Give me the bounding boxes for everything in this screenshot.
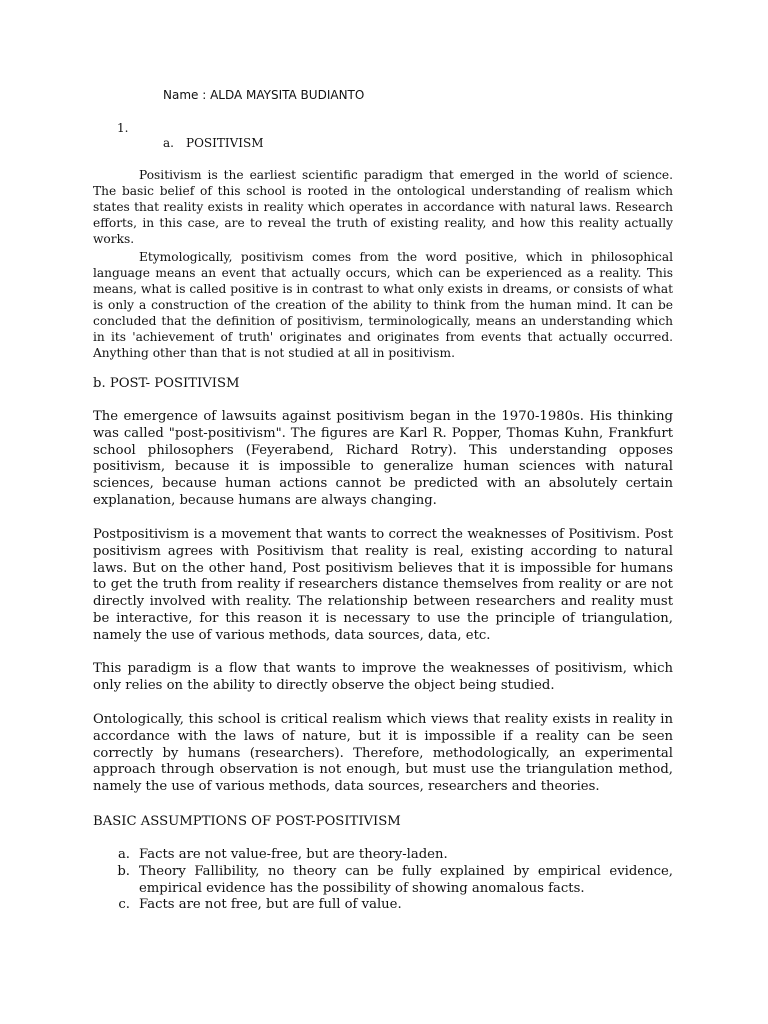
list-marker: c. — [118, 897, 130, 913]
list-item — [93, 864, 673, 898]
section-a-label: a. — [163, 136, 174, 150]
post-positivism-paragraph-1: The emergence of lawsuits against positivism began in the 1970-1980s. His thinking was called "post-positivism". The figures are Karl R. Popper, Thomas Kuhn, Frankfurt school philosophers (Feyerabend, Richard Rotry). This understanding opposes positivism, because it is impossible to generalize human sciences with natural sciences, because human actions cannot be predicted with an absolutely certain explanation, because humans are always changing. — [93, 409, 673, 508]
list-item — [93, 847, 673, 864]
list-item-text: Facts are not value-free, but are theory-laden. — [139, 847, 448, 862]
list-item-text: Facts are not free, but are full of value. — [139, 897, 402, 913]
assumptions-heading: BASIC ASSUMPTIONS OF POST-POSITIVISM — [93, 814, 401, 829]
section-a-heading — [163, 136, 264, 150]
section-a-title: POSITIVISM — [186, 136, 264, 150]
post-positivism-heading: b. POST- POSITIVISM — [93, 376, 240, 391]
post-positivism-paragraph-3: This paradigm is a flow that wants to improve the weaknesses of positivism, which only relies on the ability to directly observe the object being studied. — [93, 661, 673, 693]
assumptions-list — [93, 847, 673, 914]
positivism-paragraph-2: Etymologically, positivism comes from the word positive, which in philosophical language means an event that actually occurs, which can be experienced as a reality. This means, what is called positive is in contrast to what only exists in dreams, or consists of what is only a construction of the creation of the ability to think from the human mind. It can be concluded that the definition of positivism, terminologically, means an understanding which in its 'achievement of truth' originates and originates from events that actually occurred. Anything other than that is not studied at all in positivism. — [93, 250, 673, 360]
list-item-text: Theory Fallibility, no theory can be fully explained by empirical evidence, empirical evidence has the possibility of showing anomalous facts. — [139, 863, 673, 896]
list-marker: b. — [117, 863, 130, 879]
post-positivism-paragraph-4: Ontologically, this school is critical realism which views that reality exists in reality in accordance with the laws of nature, but it is impossible if a reality can be seen correctly by humans (researchers). Therefore, methodologically, an experimental approach through observation is not enough, but must use the triangulation method, namely the use of various methods, data sources, researchers and theories. — [93, 712, 673, 795]
positivism-paragraph-1: Positivism is the earliest scientific paradigm that emerged in the world of science. The basic belief of this school is rooted in the ontological understanding of realism which states that reality exists in reality which operates in accordance with natural laws. Research efforts, in this case, are to reveal the truth of existing reality, and how this reality actually works. — [93, 168, 673, 246]
section-number: 1. — [117, 121, 129, 135]
post-positivism-paragraph-2: Postpositivism is a movement that wants to correct the weaknesses of Positivism. Post positivism agrees with Positivism that reality is real, existing according to natural laws. But on the other hand, Post positivism believes that it is impossible for humans to get the truth from reality if researchers distance themselves from reality or are not directly involved with reality. The relationship between researchers and reality must be interactive, for this reason it is necessary to use the principle of triangulation, namely the use of various methods, data sources, data, etc. — [93, 527, 673, 643]
author-name: Name : ALDA MAYSITA BUDIANTO — [163, 88, 365, 102]
list-marker: a. — [117, 847, 130, 862]
list-item — [93, 897, 673, 914]
